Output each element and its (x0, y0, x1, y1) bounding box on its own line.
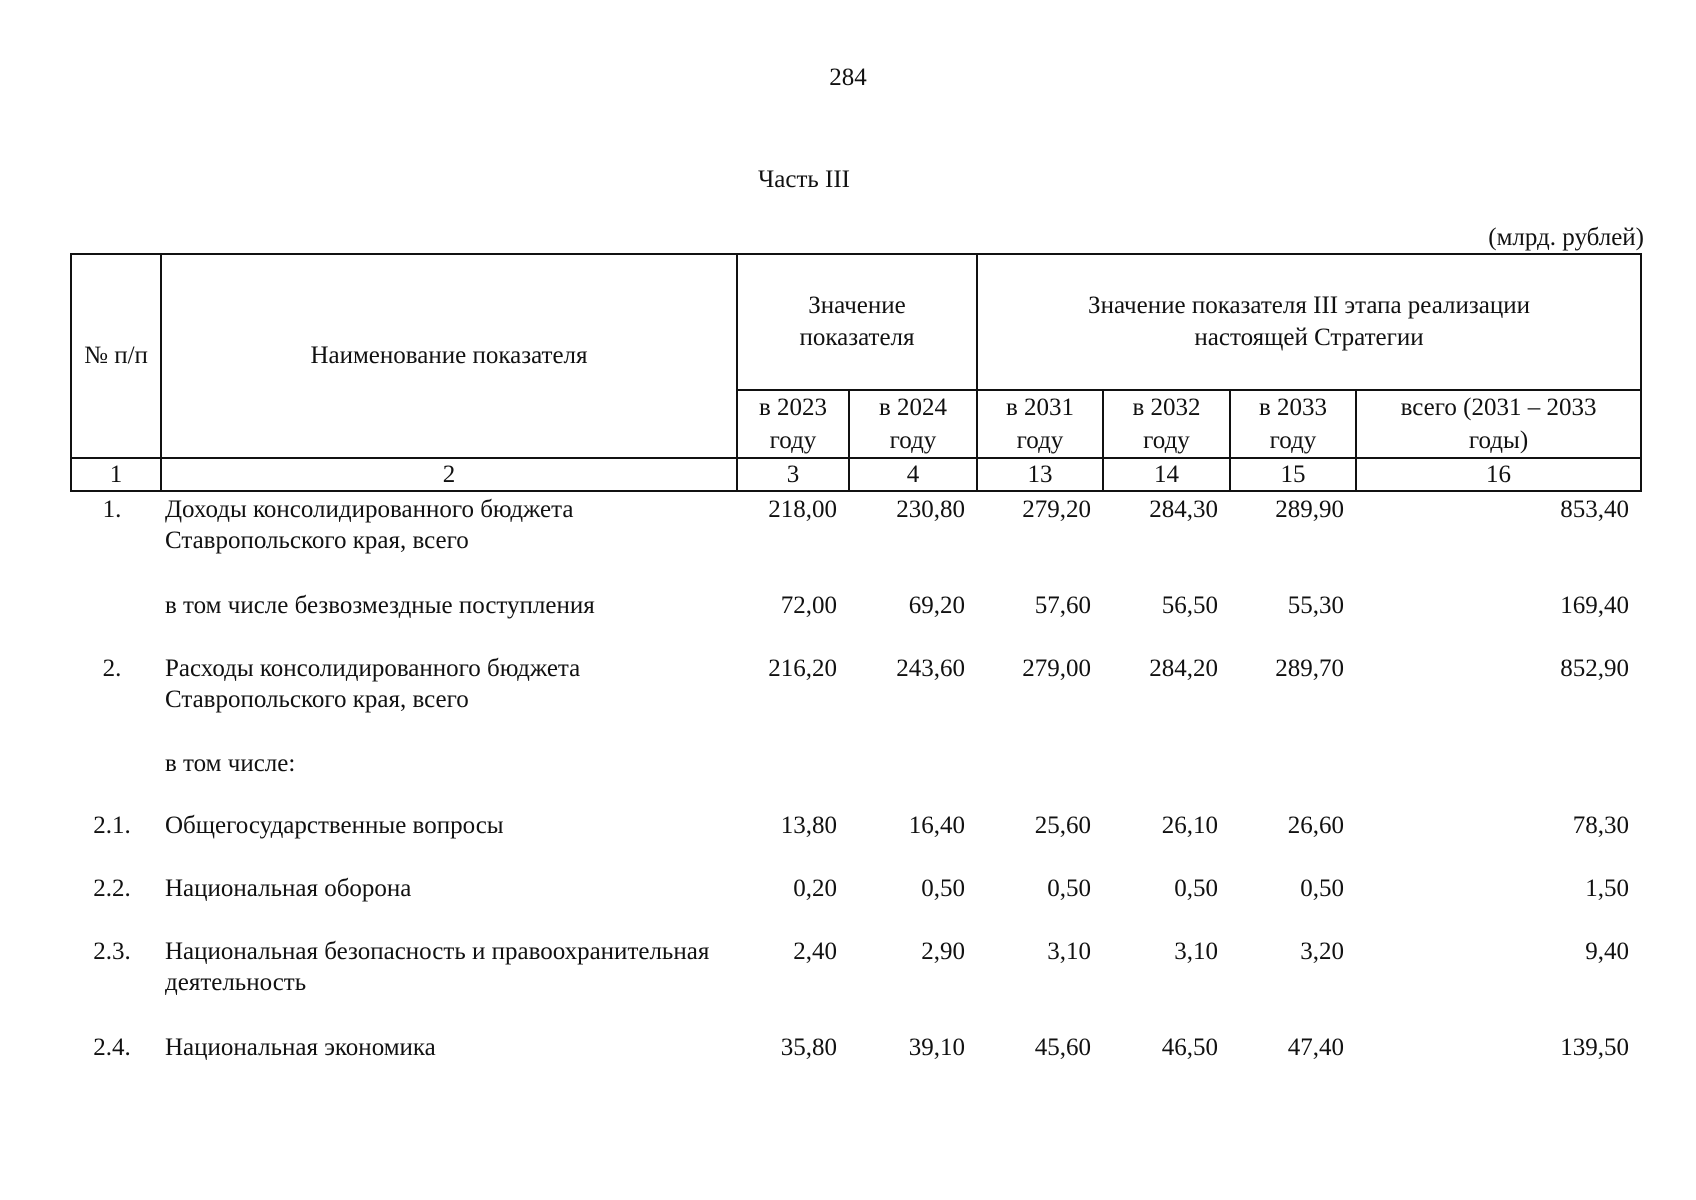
col-number-16: 16 (1356, 458, 1641, 491)
row-name: Расходы консолидированного бюджета Ставропольского края, всего (165, 655, 581, 713)
col-number-13: 13 (977, 458, 1103, 491)
cell-2031 (977, 747, 1103, 808)
col-number-14: 14 (1103, 458, 1230, 491)
cell-2031: 25,60 (1034, 812, 1091, 839)
cell-2023: 72,00 (780, 592, 837, 619)
row-name: в том числе: (165, 750, 296, 777)
cell-2023: 13,80 (780, 812, 837, 839)
row-name: Национальная оборона (165, 875, 412, 902)
cell-2031: 3,10 (1047, 938, 1091, 965)
cell-2031: 279,00 (1022, 655, 1091, 682)
row-number: 2. (102, 655, 122, 682)
header-y2024: в 2024 году (849, 390, 977, 458)
cell-2024: 0,50 (921, 875, 965, 902)
page-number: 284 (829, 64, 867, 91)
col-number-4: 4 (849, 458, 977, 491)
col-number-2: 2 (161, 458, 737, 491)
row-number (71, 588, 161, 651)
cell-2023: 218,00 (768, 496, 837, 523)
cell-2033: 289,90 (1275, 496, 1344, 523)
table-row (71, 588, 1641, 651)
col-number-15: 15 (1230, 458, 1356, 491)
cell-2024: 230,80 (896, 496, 965, 523)
cell-2024: 39,10 (908, 1034, 965, 1061)
cell-total: 78,30 (1572, 812, 1630, 839)
cell-2023: 2,40 (793, 938, 837, 965)
row-number: 2.2. (93, 875, 131, 902)
cell-2033: 26,60 (1287, 812, 1344, 839)
table-row (71, 651, 1641, 747)
cell-2033 (1230, 747, 1356, 808)
cell-2032: 0,50 (1174, 875, 1218, 902)
cell-2024: 16,40 (908, 812, 965, 839)
cell-2033: 55,30 (1287, 592, 1344, 619)
header-y2033: в 2033 году (1230, 390, 1356, 458)
cell-2032 (1103, 747, 1230, 808)
row-name: Доходы консолидированного бюджета Ставропольского края, всего (165, 496, 574, 554)
row-number: 2.3. (93, 938, 131, 965)
row-number (71, 747, 161, 808)
cell-2033: 0,50 (1300, 875, 1344, 902)
cell-total: 853,40 (1560, 496, 1630, 523)
header-group-value: Значение показателя (737, 254, 977, 390)
table-row (71, 871, 1641, 934)
cell-2023: 216,20 (768, 655, 837, 682)
row-number: 2.1. (93, 812, 131, 839)
row-number: 2.4. (93, 1034, 131, 1061)
table-row (71, 1030, 1641, 1093)
header-col-no: № п/п (71, 254, 161, 458)
cell-2031: 279,20 (1022, 496, 1091, 523)
cell-2023: 0,20 (793, 875, 837, 902)
cell-2024: 243,60 (896, 655, 965, 682)
cell-2031: 57,60 (1034, 592, 1091, 619)
header-total: всего (2031 – 2033 годы) (1356, 390, 1641, 458)
header-col-name: Наименование показателя (161, 254, 737, 458)
row-name: Национальная экономика (165, 1034, 436, 1061)
indicators-table (70, 253, 1642, 1093)
cell-total (1356, 747, 1641, 808)
table-row (71, 491, 1641, 588)
cell-2032: 284,20 (1149, 655, 1218, 682)
header-y2031: в 2031 году (977, 390, 1103, 458)
cell-2033: 289,70 (1275, 655, 1344, 682)
table-row (71, 934, 1641, 1030)
cell-2032: 46,50 (1161, 1034, 1218, 1061)
row-name: в том числе безвозмездные поступления (165, 592, 595, 619)
col-number-1: 1 (71, 458, 161, 491)
unit-note: (млрд. рублей) (1488, 224, 1644, 251)
cell-2032: 26,10 (1161, 812, 1218, 839)
cell-total: 139,50 (1560, 1034, 1630, 1061)
cell-2024 (849, 747, 977, 808)
cell-2032: 56,50 (1161, 592, 1218, 619)
cell-total: 1,50 (1585, 875, 1630, 902)
table-row (71, 747, 1641, 808)
cell-2024: 2,90 (921, 938, 965, 965)
col-number-3: 3 (737, 458, 849, 491)
row-name: Общегосударственные вопросы (165, 812, 504, 839)
cell-2023 (737, 747, 849, 808)
cell-2033: 3,20 (1300, 938, 1344, 965)
part-title: Часть III (758, 166, 850, 193)
header-y2032: в 2032 году (1103, 390, 1230, 458)
cell-total: 852,90 (1560, 655, 1630, 682)
header-group-stage: Значение показателя III этапа реализации настоящей Стратегии (977, 254, 1641, 390)
cell-2032: 3,10 (1174, 938, 1218, 965)
cell-2023: 35,80 (780, 1034, 837, 1061)
header-y2023: в 2023 году (737, 390, 849, 458)
row-name: Национальная безопасность и правоохранительная деятельность (165, 938, 710, 996)
cell-2024: 69,20 (908, 592, 965, 619)
cell-2033: 47,40 (1287, 1034, 1344, 1061)
cell-total: 9,40 (1585, 938, 1630, 965)
table-row (71, 808, 1641, 871)
cell-2032: 284,30 (1149, 496, 1218, 523)
cell-2031: 45,60 (1034, 1034, 1091, 1061)
cell-2031: 0,50 (1047, 875, 1091, 902)
row-number: 1. (102, 496, 122, 523)
cell-total: 169,40 (1560, 592, 1630, 619)
